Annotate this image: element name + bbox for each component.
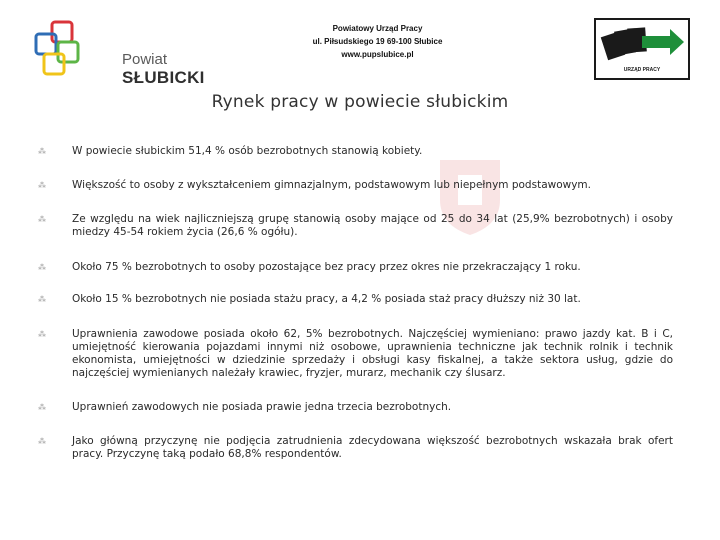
office-name: Powiatowy Urząd Pracy <box>332 24 423 33</box>
logo-line-slubicki: SŁUBICKI <box>122 68 205 87</box>
urzad-pracy-logo <box>594 18 690 80</box>
bullet-marker: ⁂ <box>38 330 46 339</box>
bullet-text: Jako główną przyczynę nie podjęcia zatrudnienia zdecydowana większość bezrobotnych wskazała brak ofert pracy. Przyczynę taką podało 68,8% respondentów. <box>72 435 673 460</box>
powiat-slubicki-logo <box>32 18 205 87</box>
bullet-marker: ⁂ <box>38 403 46 412</box>
bullet-text: Uprawnienia zawodowe posiada około 62, 5% bezrobotnych. Najczęściej wymieniano: prawo jazdy kat. B i C, umiejętność kierowania pojazdami innymi niż osobowe, uprawnienia techniczne jak technik rolnik i technik ekonomista, umiejętności w dziedzinie sprzedaży i obsługi kasy fiskalnej, a także sektora usług, gdzie do najczęściej wymienianych należały krawiec, fryzjer, murarz, mechanik czy ślusarz. <box>72 328 673 379</box>
bullet-marker: ⁂ <box>38 295 46 304</box>
urzad-pracy-label: URZĄD PRACY <box>623 67 661 73</box>
bullet-text: Ze względu na wiek najliczniejszą grupę stanowią osoby mające od 25 do 34 lat (25,9% bezrobotnych) i osoby miedzy 45-54 rokiem życia (26,6 % ogółu). <box>72 213 673 238</box>
powiat-logo-squares-icon <box>32 18 92 80</box>
bullet-text: Uprawnień zawodowych nie posiada prawie jedna trzecia bezrobotnych. <box>72 401 452 413</box>
logo-line-powiat: Powiat <box>122 51 168 68</box>
bullet-marker: ⁂ <box>38 437 46 446</box>
bullet-text: Około 15 % bezrobotnych nie posiada stażu pracy, a 4,2 % posiada staż pracy dłuższy niż 30 lat. <box>72 293 581 305</box>
office-website: www.pupslubice.pl <box>341 50 414 59</box>
office-address-header <box>250 22 505 61</box>
bullet-marker: ⁂ <box>38 215 46 224</box>
bullet-text: W powiecie słubickim 51,4 % osób bezrobotnych stanowią kobiety. <box>72 145 423 157</box>
bullet-text: Większość to osoby z wykształceniem gimnazjalnym, podstawowym lub niepełnym podstawowym. <box>72 179 592 191</box>
bullet-marker: ⁂ <box>38 147 46 156</box>
office-street: ul. Piłsudskiego 19 69-100 Słubice <box>312 37 443 46</box>
bullet-marker: ⁂ <box>38 263 46 272</box>
page-title: Rynek pracy w powiecie słubickim <box>211 92 509 112</box>
urzad-pracy-cards-arrow-icon <box>596 20 688 66</box>
bullet-marker: ⁂ <box>38 181 46 190</box>
bullet-text: Około 75 % bezrobotnych to osoby pozostające bez pracy przez okres nie przekraczający 1 roku. <box>72 261 581 273</box>
